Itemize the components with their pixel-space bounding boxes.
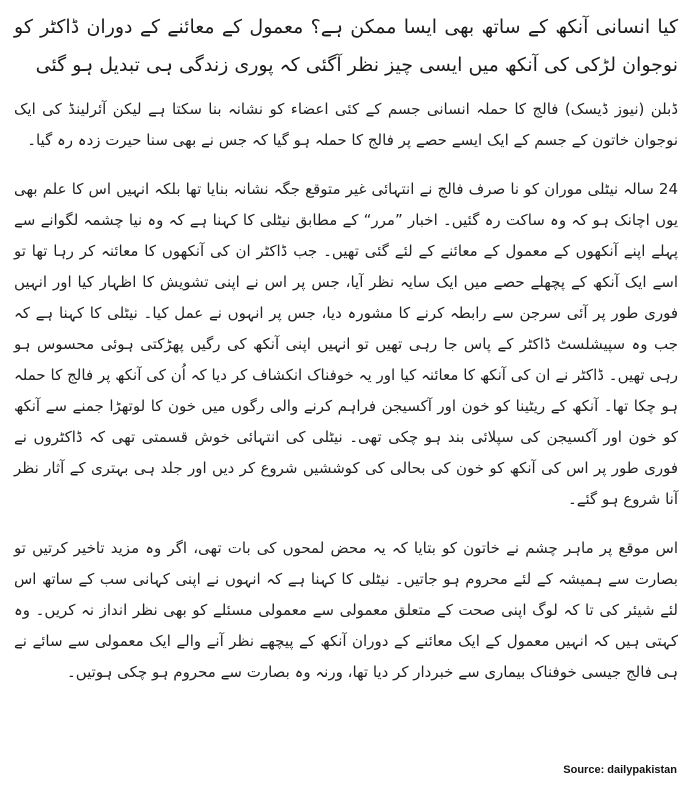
paragraph-closing: اس موقع پر ماہر چشم نے خاتون کو بتایا کہ یہ محض لمحوں کی بات تھی، اگر وہ مزید تاخیر کرتیں تو بصارت سے ہمیشہ کے لئے محروم ہو جاتیں۔ نیٹلی کا کہنا ہے کہ انہوں نے اپنی کہانی سب کے ساتھ اس لئے شیئر کی تا کہ لوگ اپنی صحت کے متعلق معمولی سے معمولی مسئلے کو بھی نظر انداز نہ کریں۔ وہ کہتی ہیں کہ انہیں معمول کے ایک معائنے کے دوران آنکھ کے پیچھے نظر آنے والے ایک معمولی سے سائے نے ہی فالج جیسی خوفناک بیماری سے خبردار کر دیا تھا، ورنہ وہ بصارت سے محروم ہو چکی ہوتیں۔	[14, 539, 678, 681]
headline: کیا انسانی آنکھ کے ساتھ بھی ایسا ممکن ہے؟ معمول کے معائنے کے دوران ڈاکٹر کو نوجوان لڑکی کی آنکھ میں ایسی چیز نظر آگئی کہ پوری زندگی ہی تبدیل ہو گئی	[14, 16, 678, 76]
source-credit: Source: dailypakistan	[563, 764, 677, 776]
paragraph-intro: ڈبلن (نیوز ڈیسک) فالج کا حملہ انسانی جسم کے کئی اعضاء کو نشانہ بنا سکتا ہے لیکن آئرلینڈ کی ایک نوجوان خاتون کے جسم کے ایک ایسے حصے پر فالج کا حملہ ہو گیا کہ جس نے بھی سنا حیرت زدہ رہ گیا۔	[14, 100, 678, 149]
paragraph-body: 24 سالہ نیٹلی موران کو نا صرف فالج نے انتہائی غیر متوقع جگہ نشانہ بنایا تھا بلکہ انہیں اس کا علم بھی یوں اچانک ہو کہ وہ ساکت رہ گئیں۔ اخبار ”مرر“ کے مطابق نیٹلی کا کہنا ہے کہ وہ نیا چشمہ لگوانے سے پہلے اپنے آنکھوں کے معمول کے معائنے کے لئے گئی تھیں۔ جب ڈاکٹر ان کی آنکھوں کا معائنہ کر رہا تھا تو اسے ایک آنکھ کے پچھلے حصے میں ایک سایہ نظر آیا، جس پر اس نے اپنی تشویش کا اظہار کیا اور انہیں فوری طور پر آئی سرجن سے رابطہ کرنے کا مشورہ دیا، جس پر انہوں نے عمل کیا۔ نیٹلی کا کہنا ہے کہ جب وہ سپیشلسٹ ڈاکٹر کے پاس جا رہی تھیں تو انہیں اپنی آنکھ کی رگیں پھڑکتی ہوئی محسوس ہو رہی تھیں۔ ڈاکٹر نے ان کی آنکھ کا معائنہ کیا اور یہ خوفناک انکشاف کر دیا کہ اُن کی آنکھ پر فالج کا حملہ ہو چکا تھا۔ آنکھ کے ریٹینا کو خون اور آکسیجن فراہم کرنے والی رگوں میں خون کا لوتھڑا جمنے سے آنکھ کو خون اور آکسیجن کی سپلائی بند ہو چکی تھی۔ نیٹلی کی انتہائی خوش قسمتی تھی کہ ڈاکٹروں نے فوری طور پر اس کی آنکھ کو خون کی بحالی کی کوششیں شروع کر دیں اور جلد ہی بہتری کے آثار نظر آنا شروع ہو گئے۔	[14, 180, 678, 508]
article	[14, 8, 678, 706]
